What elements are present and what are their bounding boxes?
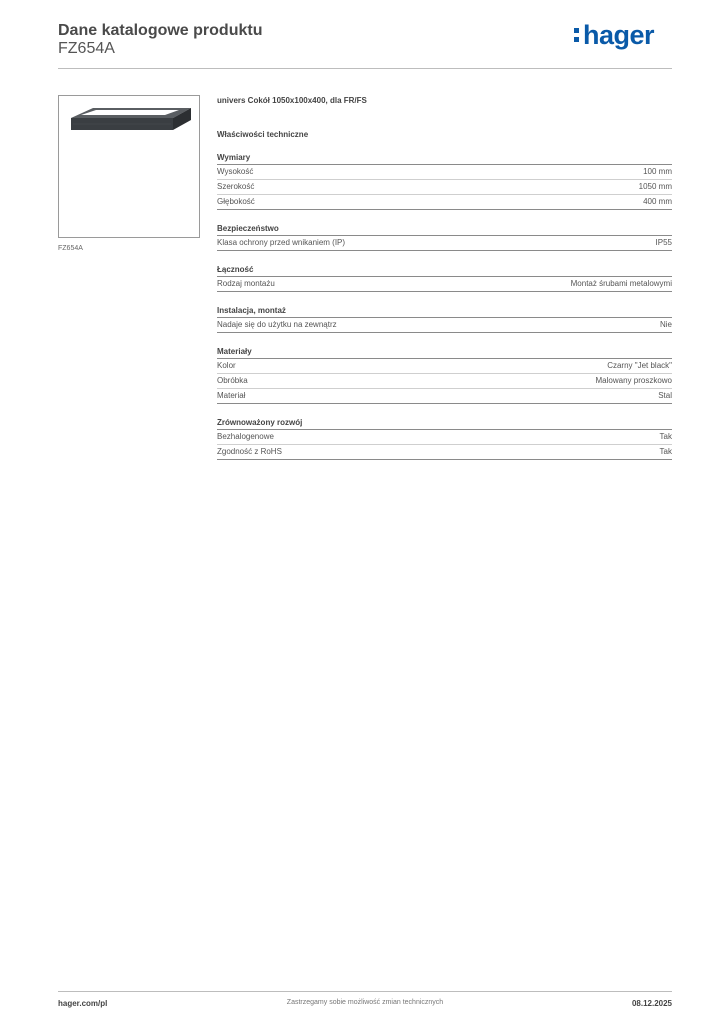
- section-title: Wymiary: [217, 153, 672, 165]
- hager-logo: [583, 20, 654, 51]
- spec-label: Zgodność z RoHS: [217, 447, 282, 456]
- spec-section-sustainability: [217, 418, 672, 460]
- spec-label: Rodzaj montażu: [217, 279, 275, 288]
- footer-date: 08.12.2025: [631, 999, 672, 1008]
- spec-row: [217, 445, 672, 460]
- spec-value: Stal: [658, 391, 672, 400]
- spec-label: Materiał: [217, 391, 246, 400]
- product-description: univers Cokół 1050x100x400, dla FR/FS: [217, 96, 367, 105]
- spec-value: 1050 mm: [638, 182, 672, 191]
- logo-text: hager: [582, 20, 654, 50]
- spec-label: Bezhalogenowe: [217, 432, 274, 441]
- spec-value: Montaż śrubami metalowymi: [570, 279, 672, 288]
- spec-row: [217, 359, 672, 374]
- section-title: Zrównoważony rozwój: [217, 418, 672, 430]
- document-footer: [58, 991, 672, 1008]
- spec-section-dimensions: [217, 153, 672, 210]
- spec-value: Tak: [659, 432, 672, 441]
- section-title: Instalacja, montaż: [217, 306, 672, 318]
- spec-value: Nie: [659, 320, 672, 329]
- spec-row: [217, 430, 672, 445]
- footer-website-link[interactable]: hager.com/pl: [58, 999, 108, 1008]
- spec-section-installation: [217, 306, 672, 333]
- product-code: FZ654A: [58, 40, 115, 57]
- spec-label: Szerokość: [217, 182, 255, 191]
- section-title: Bezpieczeństwo: [217, 224, 672, 236]
- spec-row: [217, 374, 672, 389]
- spec-label: Obróbka: [217, 376, 248, 385]
- section-title: Łączność: [217, 265, 672, 277]
- spec-label: Klasa ochrony przed wnikaniem (IP): [217, 238, 346, 247]
- spec-section-materials: [217, 347, 672, 404]
- spec-value: Malowany proszkowo: [595, 376, 672, 385]
- spec-section-connectivity: [217, 265, 672, 292]
- image-caption: FZ654A: [58, 245, 83, 252]
- technical-properties-heading: Właściwości techniczne: [217, 130, 309, 139]
- spec-row: [217, 195, 672, 210]
- document-header: [58, 20, 672, 69]
- spec-value: Czarny "Jet black": [607, 361, 672, 370]
- spec-label: Nadaje się do użytku na zewnątrz: [217, 320, 337, 329]
- spec-row: [217, 318, 672, 333]
- spec-value: 400 mm: [643, 197, 672, 206]
- spec-row: [217, 180, 672, 195]
- spec-section-safety: [217, 224, 672, 251]
- spec-label: Wysokość: [217, 167, 254, 176]
- footer-disclaimer: Zastrzegamy sobie możliwość zmian technicznych: [286, 999, 444, 1006]
- product-image: [58, 95, 200, 238]
- plinth-illustration-icon: [59, 96, 199, 237]
- spec-value: Tak: [659, 447, 672, 456]
- spec-row: [217, 165, 672, 180]
- document-title: Dane katalogowe produktu: [58, 22, 263, 39]
- spec-row: [217, 236, 672, 251]
- logo-colon-icon: [574, 28, 579, 46]
- spec-label: Kolor: [217, 361, 236, 370]
- spec-content: [217, 96, 672, 460]
- spec-row: [217, 277, 672, 292]
- section-title: Materiały: [217, 347, 672, 359]
- spec-value: IP55: [655, 238, 672, 247]
- spec-value: 100 mm: [643, 167, 672, 176]
- spec-label: Głębokość: [217, 197, 255, 206]
- spec-row: [217, 389, 672, 404]
